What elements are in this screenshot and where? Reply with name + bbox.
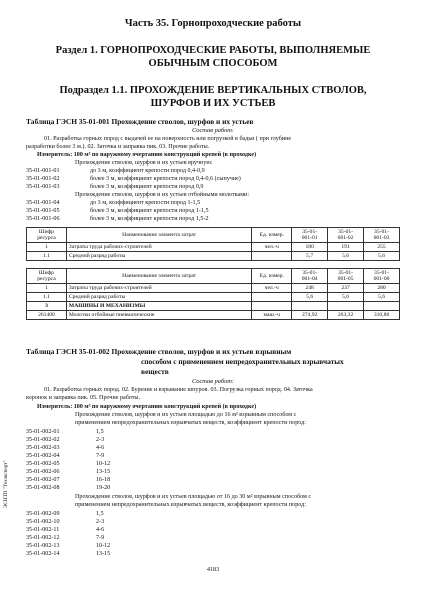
table-row: 261400 Молотки отбойные пневматические маш.-ч 274,92 263,32 310,88 (27, 311, 400, 320)
table2-group2-line2: применением непредохранительных взрывчатых веществ, коэффициент крепости пород: (75, 502, 306, 508)
table2-row-code: 35-01-002-03 (26, 445, 60, 451)
table1-row-code: 35-01-001-02 (26, 176, 60, 182)
table2-row-text: 10-12 (96, 543, 111, 549)
table1-row-text: более 3 м, коэффициент крепости пород 0,4-0,6 (сыпучие) (90, 176, 241, 182)
table2-row-text: 19-20 (96, 485, 111, 491)
table2-meter: Измеритель: 100 м³ по наружному очертанию конструкций крепей (в проходке) (37, 404, 257, 410)
section-title-line2: ОБЫЧНЫМ СПОСОБОМ (148, 58, 278, 69)
table1-row-code: 35-01-001-04 (26, 200, 60, 206)
part-title: Часть 35. Горнопроходческие работы (124, 18, 302, 29)
header-col: 35-01- 001-05 (328, 269, 364, 284)
header-unit: Ед. измер. (252, 269, 292, 284)
section-title-line1: Раздел 1. ГОРНОПРОХОДЧЕСКИЕ РАБОТЫ, ВЫПОЛНЯЕМЫЕ (55, 45, 371, 56)
table2-row-code: 35-01-002-04 (26, 453, 60, 459)
header-col: 35-01- 001-01 (292, 228, 328, 243)
table2-row-text: 2-3 (96, 519, 105, 525)
table2-row-code: 35-01-002-09 (26, 511, 60, 517)
table1-row-code: 35-01-001-06 (26, 216, 60, 222)
table1-row-text: более 3 м, коэффициент крепости пород 1-1,5 (90, 208, 209, 214)
table1-group2-title: Прохождение стволов, шурфов и их устьев отбойными молотками: (75, 192, 250, 198)
table1-row-text: до 3 м, коэффициент крепости пород 1-1,5 (90, 200, 201, 206)
table1-resources-block2 (26, 268, 400, 320)
table1-row-text: более 3 м, коэффициент крепости пород 1,5-2 (90, 216, 209, 222)
table2-title-line2: способом с применением непредохранительных взрывчатых (141, 357, 344, 366)
table2-row-code: 35-01-002-06 (26, 469, 60, 475)
table2-row-text: 1,5 (96, 511, 104, 517)
table2-row-code: 35-01-002-13 (26, 543, 60, 549)
table2-row-code: 35-01-002-10 (26, 519, 60, 525)
table2-composition-line1: 01. Разработка горных пород. 02. Бурение и взрывание шпуров. 03. Погрузка горных пород. 04. Заточка (44, 387, 313, 393)
table-row: 3 МАШИНЫ И МЕХАНИЗМЫ (27, 302, 400, 311)
table2-row-code: 35-01-002-08 (26, 485, 60, 491)
table2-row-text: 13-15 (96, 469, 111, 475)
header-name: Наименование элемента затрат (66, 269, 251, 284)
table2-row-text: 7-9 (96, 453, 105, 459)
table1-title: Таблица ГЭСН 35-01-001 Прохождение стволов, шурфов и их устьев (26, 117, 254, 126)
table2-row-text: 16-18 (96, 477, 111, 483)
table-row: 1.1 Средний разряд работы 5,6 5,6 5,6 (27, 293, 400, 302)
table2-row-code: 35-01-002-01 (26, 429, 60, 435)
table2-row-text: 2-3 (96, 437, 105, 443)
page-number: 4183 (206, 566, 220, 573)
table2-row-text: 13-15 (96, 551, 111, 557)
table1-composition-line2: разработки более 3 м.). 02. Заточка и заправка пик. 03. Прочие работы. (26, 144, 210, 150)
table2-row-text: 1,5 (96, 429, 104, 435)
table1-row-text: более 3 м, коэффициент крепости пород 0,9 (90, 184, 204, 190)
table2-row-code: 35-01-002-14 (26, 551, 60, 557)
header-code: Шифр ресурса (27, 269, 67, 284)
header-name: Наименование элемента затрат (66, 228, 251, 243)
table2-composition-label: Состав работ: (191, 378, 235, 385)
table1-row-text: до 3 м, коэффициент крепости пород 0,4-0,9 (90, 168, 205, 174)
header-code: Шифр ресурса (27, 228, 67, 243)
table1-row-code: 35-01-001-05 (26, 208, 60, 214)
table1-row-code: 35-01-001-03 (26, 184, 60, 190)
subsection-title-line2: ШУРФОВ И ИХ УСТЬЕВ (150, 98, 276, 109)
table2-composition-line2: коронок и заправка пик. 05. Прочие работы. (26, 395, 141, 401)
table1-meter: Измеритель: 100 м³ по наружному очертанию конструкций крепей (в проходке) (37, 152, 257, 158)
table2-title-line3: веществ (141, 367, 169, 376)
table2-row-code: 35-01-002-12 (26, 535, 60, 541)
side-note: ЭСНТП "Техэксперт" (3, 460, 9, 508)
table-row: 1 Затраты труда рабочих-строителей чел.-ч 180 191 255 (27, 243, 400, 252)
table2-row-code: 35-01-002-05 (26, 461, 60, 467)
table2-group1-line2: применением непредохранительных взрывчатых веществ, коэффициент крепости пород: (75, 420, 306, 426)
table2-row-code: 35-01-002-07 (26, 477, 60, 483)
table2-row-text: 4-6 (96, 527, 105, 533)
table1-resources-block1 (26, 227, 400, 261)
table2-group2-line1: Прохождение стволов, шурфов и их устьев площадью от 16 до 30 м² взрывным способом с (75, 494, 312, 500)
table2-row-text: 4-6 (96, 445, 105, 451)
header-col: 35-01- 001-06 (364, 269, 400, 284)
table2-row-code: 35-01-002-02 (26, 437, 60, 443)
table2-row-text: 10-12 (96, 461, 111, 467)
header-unit: Ед. измер. (252, 228, 292, 243)
table1-composition-label: Состав работ: (191, 127, 235, 134)
table1-group1-title: Прохождение стволов, шурфов и их устьев вручную: (75, 160, 213, 166)
table2-group1-line1: Прохождение стволов, шурфов и их устьев площадью до 16 м² взрывным способом с (75, 412, 297, 418)
table-row: 1.1 Средний разряд работы 5,7 5,6 5,6 (27, 252, 400, 261)
table1-composition-line1: 01. Разработка горных пород с выдачей ее на поверхность или погрузкой в бадьи ( при глубине (44, 136, 292, 142)
header-col: 35-01- 001-02 (328, 228, 364, 243)
header-col: 35-01- 001-03 (364, 228, 400, 243)
header-col: 35-01- 001-04 (292, 269, 328, 284)
table2-row-text: 7-9 (96, 535, 105, 541)
table1-row-code: 35-01-001-01 (26, 168, 60, 174)
subsection-title-line1: Подраздел 1.1. ПРОХОЖДЕНИЕ ВЕРТИКАЛЬНЫХ СТВОЛОВ, (59, 85, 367, 96)
table2-title-line1: Таблица ГЭСН 35-01-002 Прохождение стволов, шурфов и их устьев взрывным (26, 347, 292, 356)
table-row: 1 Затраты труда рабочих-строителей чел.-ч 248 237 280 (27, 284, 400, 293)
table2-row-code: 35-01-002-11 (26, 527, 60, 533)
